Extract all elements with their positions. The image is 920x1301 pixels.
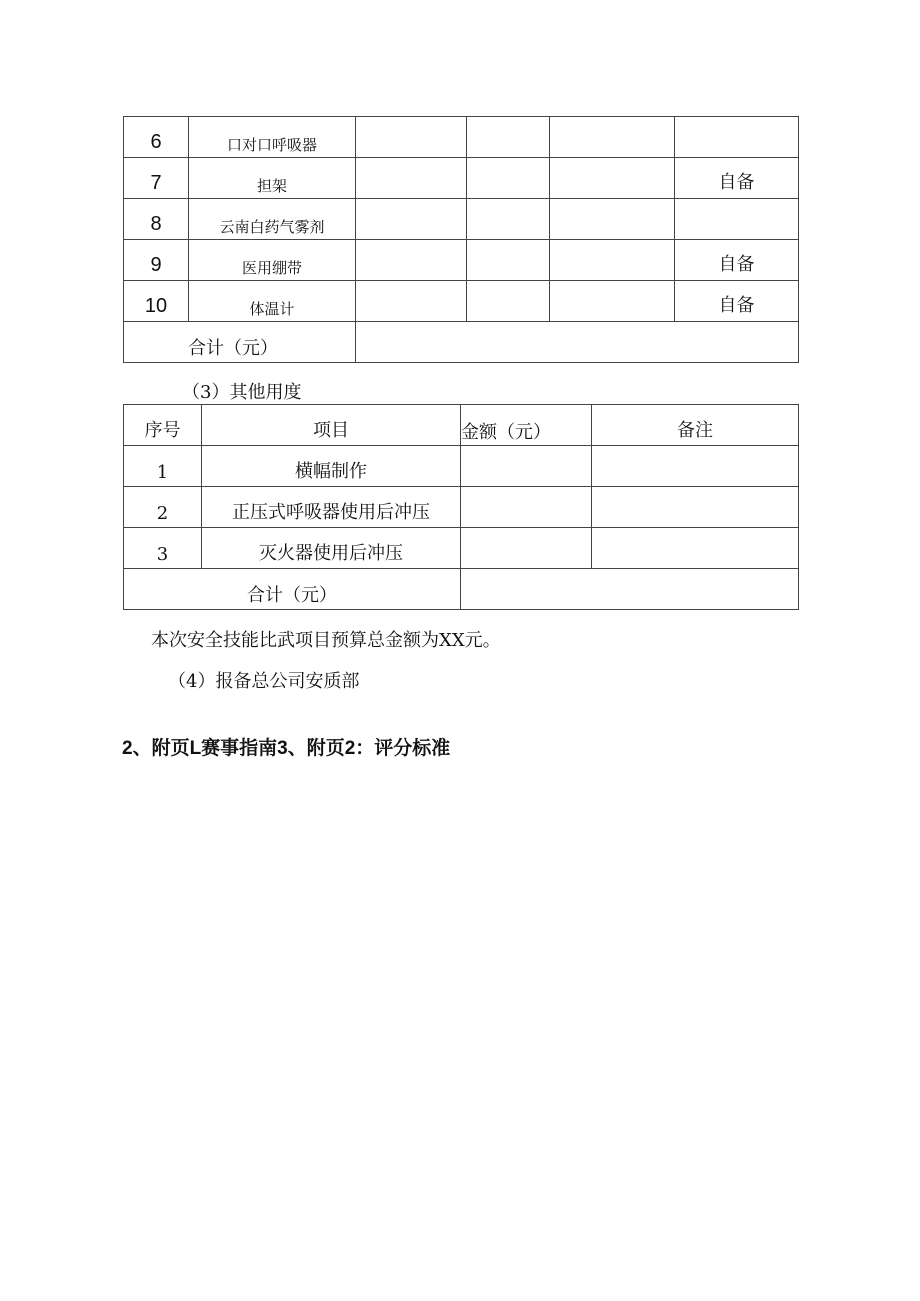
- item-name: 灭火器使用后冲压: [202, 528, 461, 569]
- note-cell: 自备: [675, 240, 799, 281]
- total-label: 合计（元）: [124, 569, 461, 610]
- total-value: [461, 569, 799, 610]
- note-cell: [675, 117, 799, 158]
- header-item: 项目: [202, 405, 461, 446]
- row-number: 8: [124, 199, 189, 240]
- note-cell: 自备: [675, 158, 799, 199]
- other-expenses-table: [123, 404, 799, 610]
- note-cell: [675, 199, 799, 240]
- item-name: 医用绷带: [189, 240, 356, 281]
- note-cell: 自备: [675, 281, 799, 322]
- table-row: [124, 528, 799, 569]
- section-3-heading: （3）其他用度: [182, 382, 302, 403]
- table-row: [124, 199, 799, 240]
- table-row: [124, 117, 799, 158]
- row-number: 9: [124, 240, 189, 281]
- row-number: 10: [124, 281, 189, 322]
- item-name: 担架: [189, 158, 356, 199]
- total-row: [124, 569, 799, 610]
- total-value: [356, 322, 799, 363]
- table-row: [124, 487, 799, 528]
- header-num: 序号: [124, 405, 202, 446]
- header-amount: 金额（元）: [461, 405, 592, 446]
- table-header-row: [124, 405, 799, 446]
- budget-statement: 本次安全技能比武项目预算总金额为XX元。: [151, 630, 501, 651]
- row-number: 1: [124, 446, 202, 487]
- item-name: 口对口呼吸器: [189, 117, 356, 158]
- table-row: [124, 281, 799, 322]
- header-note: 备注: [592, 405, 799, 446]
- table-row: [124, 240, 799, 281]
- item-name: 体温计: [189, 281, 356, 322]
- item-name: 横幅制作: [202, 446, 461, 487]
- item-name: 正压式呼吸器使用后冲压: [202, 487, 461, 528]
- row-number: 6: [124, 117, 189, 158]
- item-name: 云南白药气雾剂: [189, 199, 356, 240]
- row-number: 7: [124, 158, 189, 199]
- section-4-heading: （4）报备总公司安质部: [168, 671, 360, 692]
- table-row: [124, 446, 799, 487]
- row-number: 3: [124, 528, 202, 569]
- supplies-table: [123, 116, 799, 363]
- table-row: [124, 158, 799, 199]
- total-row: [124, 322, 799, 363]
- appendix-line: 2、附页L赛事指南3、附页2：评分标准: [122, 738, 451, 759]
- row-number: 2: [124, 487, 202, 528]
- total-label: 合计（元）: [124, 322, 356, 363]
